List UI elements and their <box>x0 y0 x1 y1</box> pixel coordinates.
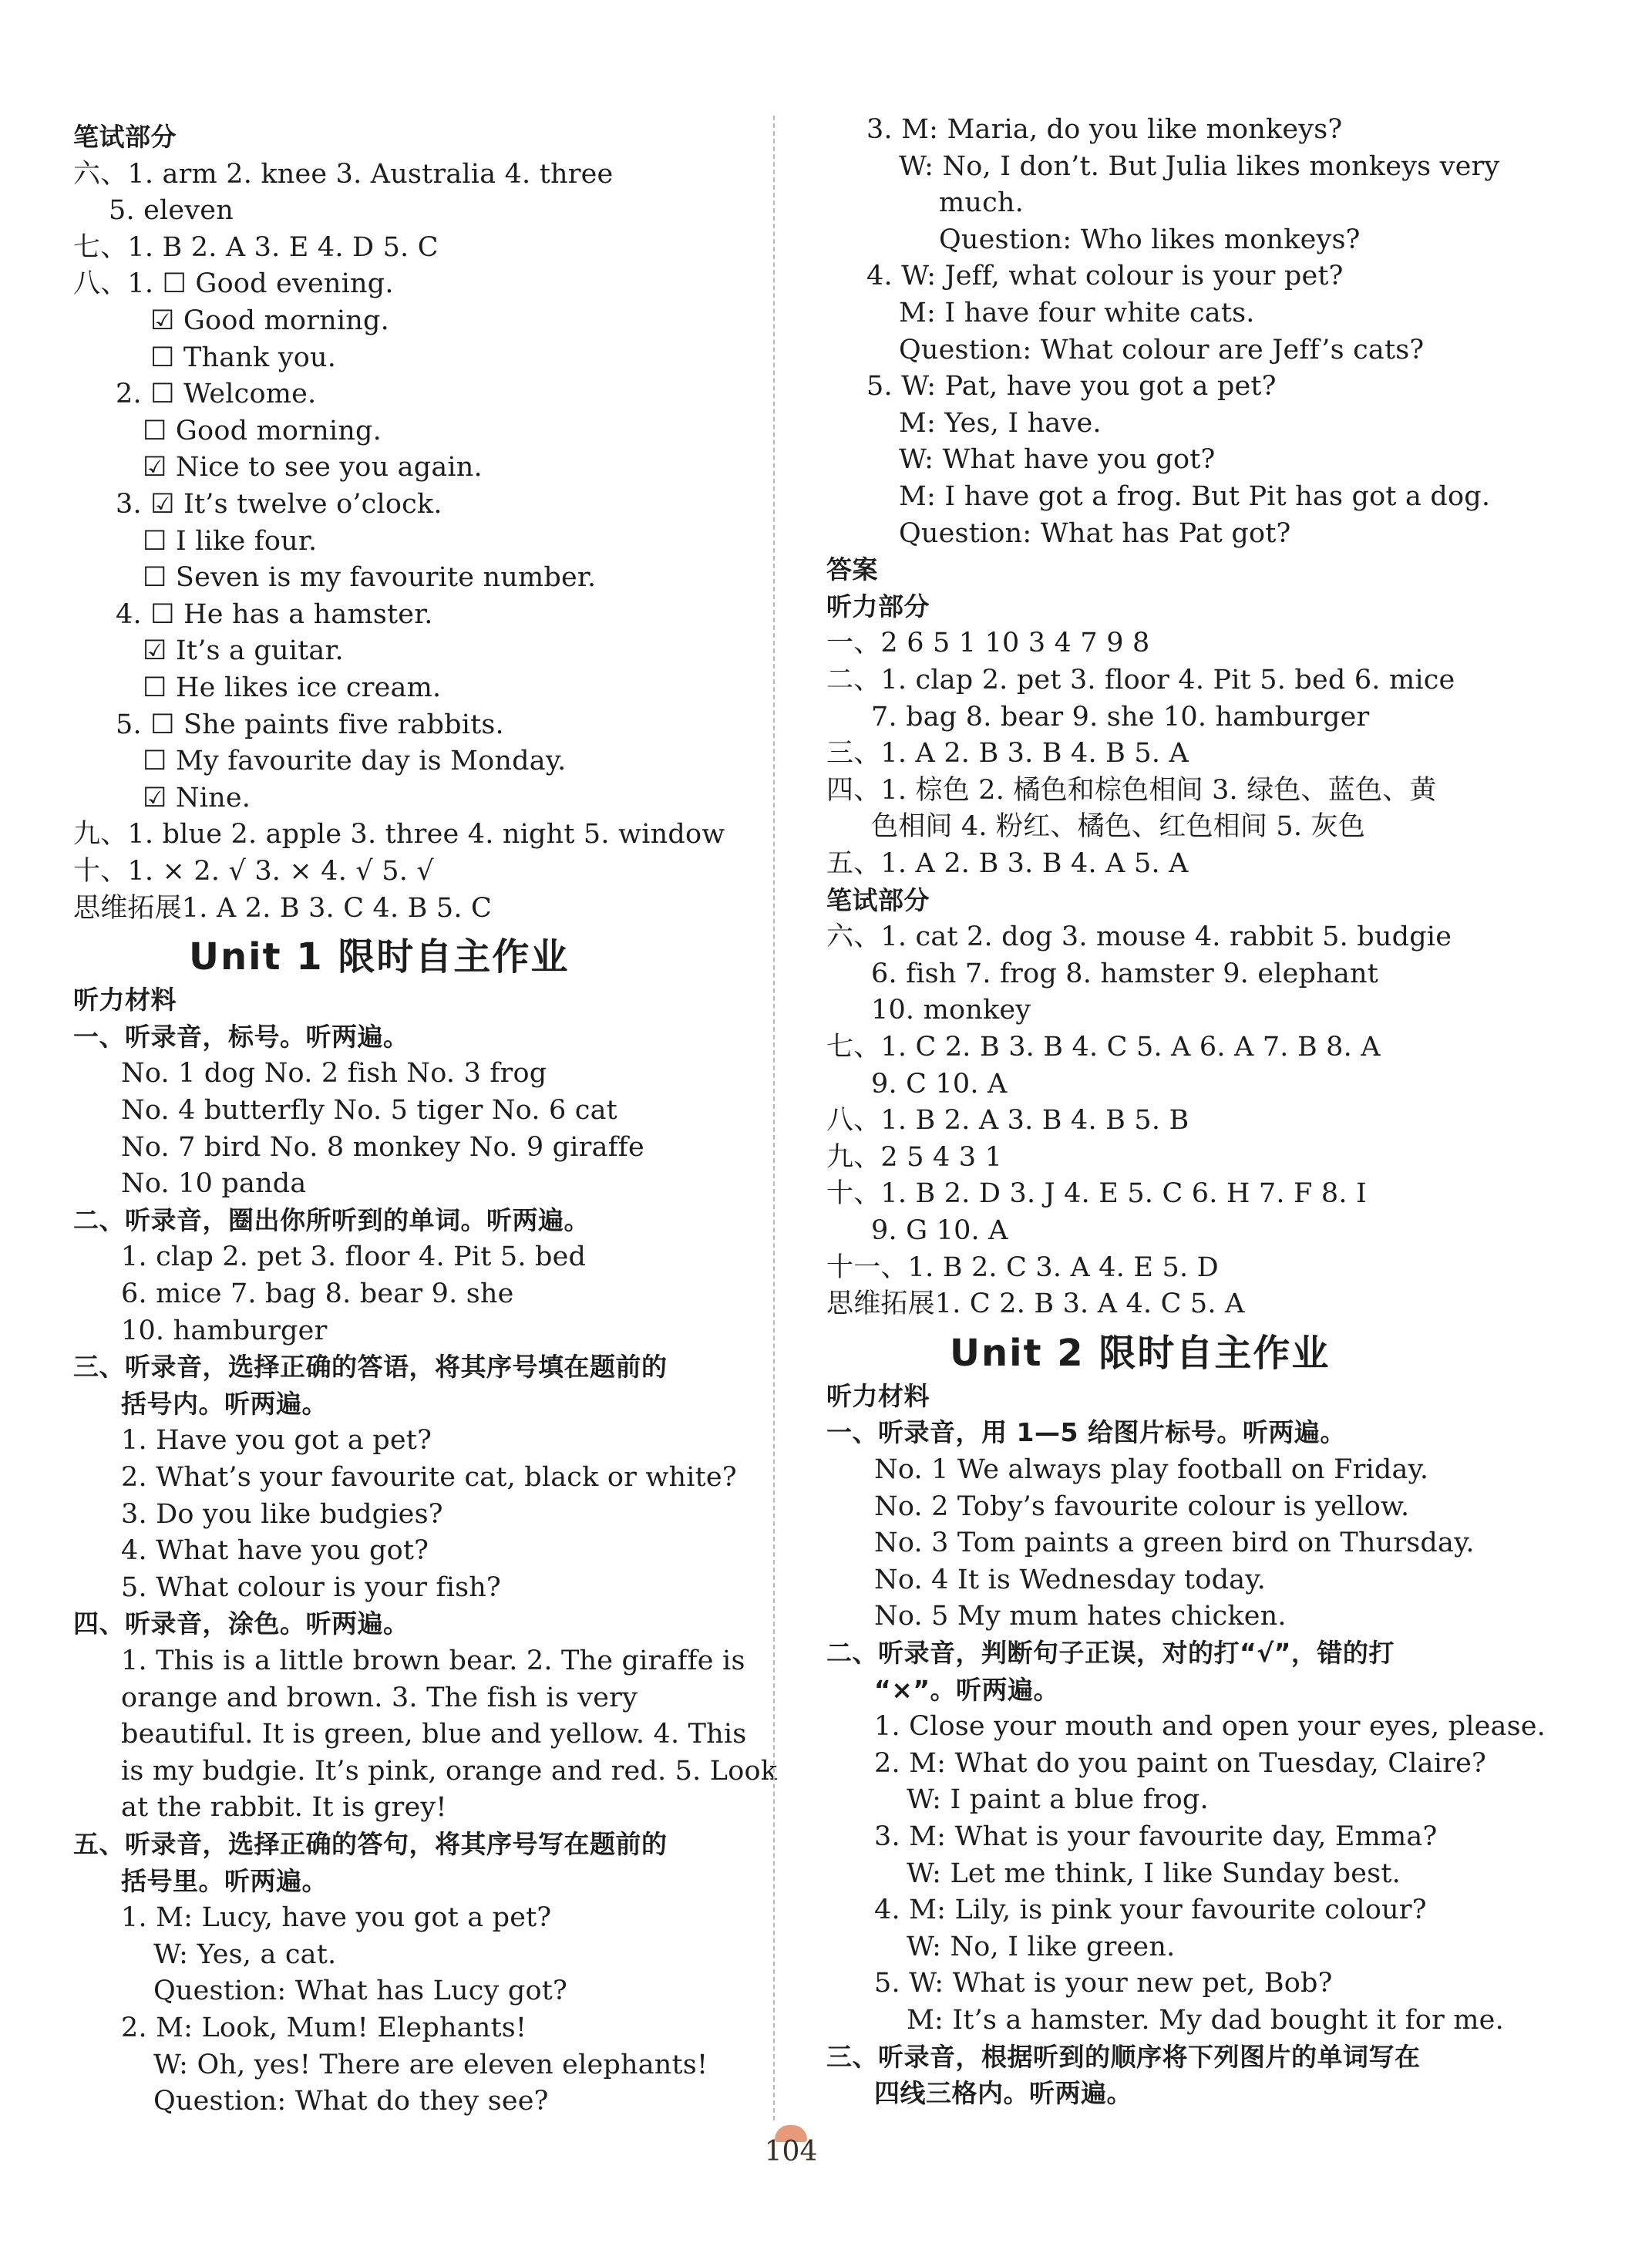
text-line: 1. clap 2. pet 3. floor 4. Pit 5. bed <box>121 1241 587 1273</box>
text-line: 2. M: Look, Mum! Elephants! <box>121 2013 527 2043</box>
text-line: 5. ☐ She paints five rabbits. <box>116 709 504 740</box>
section-heading: 四、听录音，涂色。听两遍。 <box>73 1608 409 1639</box>
unit-heading: Unit 1 限时自主作业 <box>189 935 570 979</box>
text-line: 4. M: Lily, is pink your favourite colour? <box>874 1895 1427 1926</box>
text-line: 10. monkey <box>871 995 1031 1026</box>
section-heading: 一、听录音，用 1—5 给图片标号。听两遍。 <box>826 1417 1346 1448</box>
text-line: 九、1. blue 2. apple 3. three 4. night 5. window <box>73 819 725 850</box>
text-line: M: I have got a frog. But Pit has got a dog. <box>899 481 1491 512</box>
text-line: ☐ I like four. <box>143 525 318 557</box>
text-line: 3. Do you like budgies? <box>121 1498 443 1530</box>
text-line: orange and brown. 3. The fish is very <box>121 1682 638 1713</box>
text-line: much. <box>939 187 1024 219</box>
text-line: No. 5 My mum hates chicken. <box>874 1601 1287 1632</box>
text-line: W: Oh, yes! There are eleven elephants! <box>153 2049 708 2080</box>
text-line: W: I paint a blue frog. <box>907 1784 1209 1816</box>
section-heading: 一、听录音，标号。听两遍。 <box>73 1021 409 1052</box>
text-line: No. 3 Tom paints a green bird on Thursday. <box>874 1528 1475 1559</box>
text-line: is my budgie. It’s pink, orange and red. 5. Look <box>121 1755 778 1787</box>
text-line: ☑ Nine. <box>143 782 251 813</box>
text-line: No. 1 dog No. 2 fish No. 3 frog <box>121 1058 547 1090</box>
text-line: 6. mice 7. bag 8. bear 9. she <box>121 1278 514 1309</box>
text-line: 三、1. A 2. B 3. B 4. B 5. A <box>826 738 1189 770</box>
section-heading: 三、听录音，选择正确的答语，将其序号填在题前的 <box>73 1352 668 1383</box>
section-heading: 二、听录音，圈出你所听到的单词。听两遍。 <box>73 1204 590 1235</box>
text-line: 六、1. cat 2. dog 3. mouse 4. rabbit 5. budgie <box>826 921 1452 953</box>
unit-heading: Unit 2 限时自主作业 <box>950 1331 1331 1375</box>
text-line: 6. fish 7. frog 8. hamster 9. elephant <box>871 958 1378 989</box>
text-line: 色相间 4. 粉红、橘色、红色相间 5. 灰色 <box>871 811 1365 843</box>
column-divider <box>773 116 775 2120</box>
text-line: 二、1. clap 2. pet 3. floor 4. Pit 5. bed 6. mice <box>826 665 1455 696</box>
text-line: No. 10 panda <box>121 1168 307 1200</box>
text-line: 思维拓展1. A 2. B 3. C 4. B 5. C <box>73 892 492 924</box>
section-heading: 笔试部分 <box>826 884 930 915</box>
text-line: W: No, I don’t. But Julia likes monkeys very <box>899 150 1500 182</box>
text-line: ☑ Nice to see you again. <box>143 452 483 483</box>
text-line: 四、1. 棕色 2. 橘色和棕色相间 3. 绿色、蓝色、黄 <box>826 774 1437 806</box>
section-heading: 四线三格内。听两遍。 <box>874 2078 1132 2109</box>
text-line: ☐ Thank you. <box>150 342 337 373</box>
section-heading: 听力材料 <box>826 1380 930 1411</box>
section-heading: 听力材料 <box>73 985 177 1016</box>
text-line: 3. M: Maria, do you like monkeys? <box>866 114 1343 145</box>
text-line: 5. What colour is your fish? <box>121 1571 501 1603</box>
text-line: 1. Have you got a pet? <box>121 1425 432 1457</box>
text-line: Question: What colour are Jeff’s cats? <box>899 334 1425 365</box>
text-line: ☐ He likes ice cream. <box>143 672 442 703</box>
text-line: 2. What’s your favourite cat, black or white? <box>121 1462 737 1493</box>
text-line: at the rabbit. It is grey! <box>121 1792 447 1824</box>
section-heading: 括号里。听两遍。 <box>121 1865 328 1896</box>
text-line: 5. W: What is your new pet, Bob? <box>874 1968 1333 1999</box>
text-line: Question: What has Lucy got? <box>153 1975 567 2007</box>
text-line: 4. W: Jeff, what colour is your pet? <box>866 261 1344 292</box>
text-line: 十、1. × 2. √ 3. × 4. √ 5. √ <box>73 856 434 887</box>
text-line: M: I have four white cats. <box>899 298 1255 328</box>
text-line: W: Let me think, I like Sunday best. <box>907 1858 1401 1889</box>
text-line: No. 2 Toby’s favourite colour is yellow. <box>874 1490 1410 1522</box>
text-line: 2. M: What do you paint on Tuesday, Claire? <box>874 1747 1486 1779</box>
text-line: 9. G 10. A <box>871 1215 1008 1246</box>
text-line: 八、1. B 2. A 3. B 4. B 5. B <box>826 1105 1189 1137</box>
section-heading: 括号内。听两遍。 <box>121 1388 328 1419</box>
text-line: 七、1. B 2. A 3. E 4. D 5. C <box>73 231 439 263</box>
text-line: W: What have you got? <box>899 444 1216 476</box>
text-line: 十一、1. B 2. C 3. A 4. E 5. D <box>826 1251 1219 1283</box>
text-line: 六、1. arm 2. knee 3. Australia 4. three <box>73 158 614 190</box>
text-line: 五、1. A 2. B 3. B 4. A 5. A <box>826 848 1189 879</box>
left-column <box>73 0 782 2250</box>
text-line: M: Yes, I have. <box>899 407 1102 439</box>
text-line: W: Yes, a cat. <box>153 1938 337 1970</box>
text-line: 5. eleven <box>109 195 234 227</box>
right-column <box>826 0 1546 2250</box>
text-line: ☐ Good morning. <box>143 415 382 446</box>
section-heading: 笔试部分 <box>73 122 177 152</box>
section-heading: 三、听录音，根据听到的顺序将下列图片的单词写在 <box>826 2041 1421 2072</box>
section-heading: 听力部分 <box>826 591 930 621</box>
text-line: No. 4 It is Wednesday today. <box>874 1564 1266 1595</box>
text-line: 7. bag 8. bear 9. she 10. hamburger <box>871 701 1370 733</box>
text-line: 七、1. C 2. B 3. B 4. C 5. A 6. A 7. B 8. A <box>826 1032 1381 1063</box>
section-heading: “×”。听两遍。 <box>874 1674 1060 1705</box>
text-line: 思维拓展1. C 2. B 3. A 4. C 5. A <box>826 1288 1245 1320</box>
text-line: No. 1 We always play football on Friday. <box>874 1454 1429 1485</box>
text-line: 1. M: Lucy, have you got a pet? <box>121 1902 552 1934</box>
text-line: 5. W: Pat, have you got a pet? <box>866 371 1277 403</box>
text-line: 一、2 6 5 1 10 3 4 7 9 8 <box>826 628 1150 659</box>
text-line: ☐ Seven is my favourite number. <box>143 562 597 594</box>
section-heading: 二、听录音，判断句子正误，对的打“√”，错的打 <box>826 1638 1395 1668</box>
section-heading: 答案 <box>826 554 878 585</box>
text-line: 3. ☑ It’s twelve o’clock. <box>116 489 442 520</box>
text-line: ☑ It’s a guitar. <box>143 635 344 667</box>
text-line: Question: What do they see? <box>153 2086 549 2117</box>
text-line: 10. hamburger <box>121 1315 328 1346</box>
text-line: W: No, I like green. <box>907 1931 1176 1962</box>
text-line: 1. Close your mouth and open your eyes, please. <box>874 1711 1546 1743</box>
text-line: M: It’s a hamster. My dad bought it for me. <box>907 2005 1504 2036</box>
text-line: Question: Who likes monkeys? <box>939 224 1361 255</box>
text-line: ☑ Good morning. <box>150 305 389 336</box>
section-heading: 五、听录音，选择正确的答句，将其序号写在题前的 <box>73 1829 668 1859</box>
text-line: 八、1. ☐ Good evening. <box>73 268 394 300</box>
text-line: No. 7 bird No. 8 monkey No. 9 giraffe <box>121 1131 644 1163</box>
text-line: Question: What has Pat got? <box>899 517 1291 549</box>
text-line: 9. C 10. A <box>871 1068 1008 1100</box>
text-line: 十、1. B 2. D 3. J 4. E 5. C 6. H 7. F 8. I <box>826 1178 1368 1210</box>
text-line: 4. ☐ He has a hamster. <box>116 598 433 630</box>
text-line: No. 4 butterfly No. 5 tiger No. 6 cat <box>121 1095 617 1126</box>
text-line: 九、2 5 4 3 1 <box>826 1141 1003 1173</box>
text-line: ☐ My favourite day is Monday. <box>143 746 567 777</box>
text-line: 2. ☐ Welcome. <box>116 379 317 410</box>
page-number: 104 <box>764 2136 818 2167</box>
text-line: 1. This is a little brown bear. 2. The giraffe is <box>121 1645 745 1676</box>
text-line: beautiful. It is green, blue and yellow. 4. This <box>121 1719 747 1750</box>
text-line: 3. M: What is your favourite day, Emma? <box>874 1821 1438 1852</box>
text-line: 4. What have you got? <box>121 1535 429 1567</box>
